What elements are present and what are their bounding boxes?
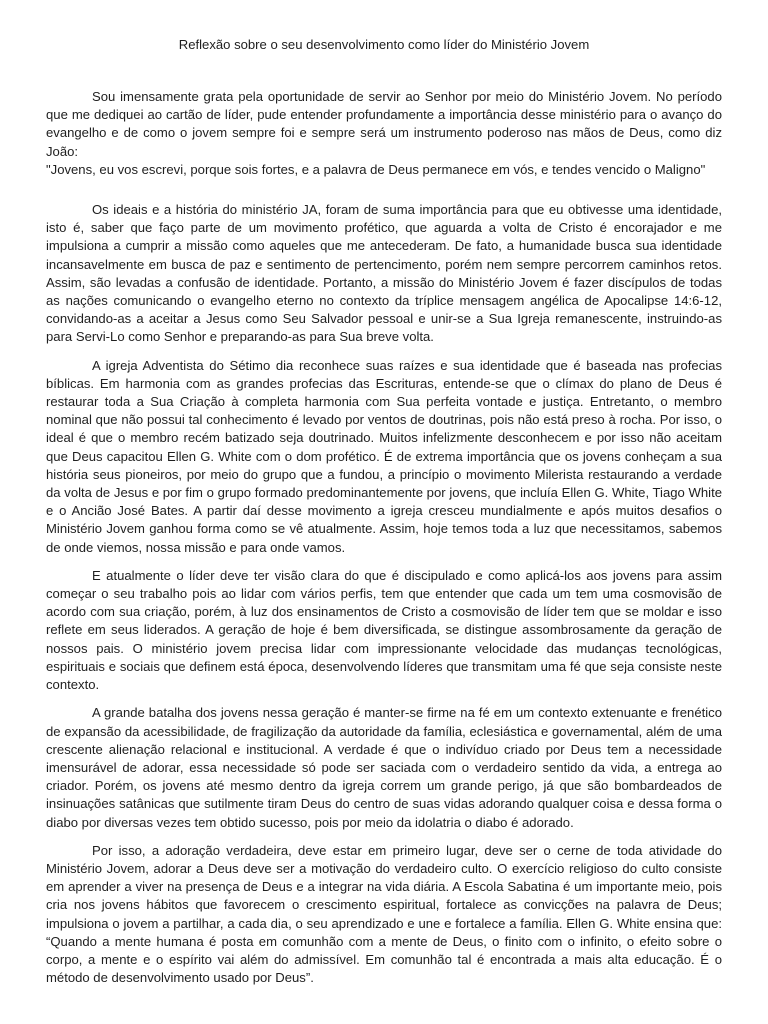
- paragraph-ja-ideals: Os ideais e a história do ministério JA, foram de suma importância para que eu obtivesse uma identidade, isto é, saber que faço parte de um movimento profético, que aguarda a volta de Cristo é encorajador e me impulsiona a cumprir a missão como aqueles que me antecederam. De fato, a humanidade busca sua identidade incansavelmente em busca de paz e sentimento de pertencimento, porém nem sempre percorrem caminhos retos. Assim, são levadas a confusão de identidade. Portanto, a missão do Ministério Jovem é fazer discípulos de todas as nações comunicando o evangelho eterno no contexto da tríplice mensagem angélica de Apocalipse 14:6-12, convidando-as a aceitar a Jesus como Seu Salvador pessoal e unir-se a Sua Igreja remanescente, instruindo-as para Servi-Lo como Senhor e preparando-as para Sua breve volta.: [46, 202, 722, 345]
- bible-quote: "Jovens, eu vos escrevi, porque sois fortes, e a palavra de Deus permanece em vós, e tendes vencido o Maligno": [46, 161, 706, 177]
- paragraph-intro-text: Sou imensamente grata pela oportunidade de servir ao Senhor por meio do Ministério Jovem. No período que me dediquei ao cartão de líder, pude entender profundamente a importância desse ministério para o avanço do evangelho e de como o jovem sempre foi e sempre será um instrumento poderoso nas mãos de Deus, como diz João:: [46, 89, 722, 159]
- paragraph-youth-battle: A grande batalha dos jovens nessa geração é manter-se firme na fé em um contexto extenuante e frenético de expansão da acessibilidade, de fragilização da autoridade da família, eclesiástica e governamental, além de uma crescente alienação relacional e institucional. A verdade é que o indivíduo criado por Deus tem a necessidade imensurável de adorar, essa necessidade só pode ser saciada com o verdadeiro sentido da vida, a entrega ao criador. Porém, os jovens até mesmo dentro da igreja correm um grande perigo, já que são bombardeados de insinuações satânicas que sutilmente tiram Deus do centro de suas vidas adorando qualquer coisa e dessa forma o diabo por diversas vezes tem obtido sucesso, pois por meio da idolatria o diabo é adorado.: [46, 705, 722, 830]
- paragraph-leader-vision: E atualmente o líder deve ter visão clara do que é discipulado e como aplicá-los aos jovens para assim começar o seu trabalho pois ao lidar com vários perfis, tem que entender que cada um tem uma cosmovisão de acordo com sua criação, porém, à luz dos ensinamentos de Cristo a cosmovisão de líder tem que se moldar e isso reflete em seus liderados. A geração de hoje é bem diversificada, se distingue assombrosamente da geração de nossos pais. O ministério jovem precisa lidar com impressionante velocidade das mudanças tecnológicas, espirituais e sociais que definem está época, desenvolvendo líderes que transmitam uma fé que seja consiste neste contexto.: [46, 567, 722, 693]
- paragraph-adventist-identity: A igreja Adventista do Sétimo dia reconhece suas raízes e sua identidade que é baseada nas profecias bíblicas. Em harmonia com as grandes profecias das Escrituras, entende-se que o clímax do plano de Deus é restaurar toda a Sua Criação à completa harmonia com Sua perfeita vontade e justiça. Entretanto, o membro nominal que não possui tal conhecimento é levado por ventos de doutrinas, pois não está preso à rocha. Por isso, o ideal é que o membro recém batizado seja doutrinado. Muitos infelizmente desconhecem e por isso não aceitam que Deus capacitou Ellen G. White com o dom profético. É de extrema importância que os jovens conheçam a sua história seus pioneiros, por meio do grupo que a fundou, a princípio o movimento Milerista restaurando a verdade da volta de Jesus e por fim o grupo formado predominantemente por jovens, que incluía Ellen G. White, Tiago White e o Ancião José Bates. A partir daí desse movimento a igreja cresceu mundialmente e após muitos desafios o Ministério Jovem ganhou forma como se vê atualmente. Assim, hoje temos toda a luz que necessitamos, sabemos de onde viemos, nossa missão e para onde vamos.: [46, 357, 722, 555]
- paragraph-intro: [46, 88, 722, 179]
- paragraph-true-worship: Por isso, a adoração verdadeira, deve estar em primeiro lugar, deve ser o cerne de toda atividade do Ministério Jovem, adorar a Deus deve ser a motivação do verdadeiro culto. O exercício religioso do culto consiste em aprender a viver na presença de Deus e a integrar na vida diária. A Escola Sabatina é um importante meio, pois cria nos jovens hábitos que favorecem o crescimento espiritual, fortalece as convicções na palavra de Deus; impulsiona o jovem a partilhar, a cada dia, o seu aprendizado e une e fortalece a família. Ellen G. White ensina que: “Quando a mente humana é posta em comunhão com a mente de Deus, o finito com o infinito, o efeito sobre o corpo, a mente e o espírito vai além do admissível. Em comunhão tal é encontrada a mais alta educação. É o método de desenvolvimento usado por Deus”.: [46, 842, 722, 986]
- document-title: Reflexão sobre o seu desenvolvimento como líder do Ministério Jovem: [178, 37, 590, 52]
